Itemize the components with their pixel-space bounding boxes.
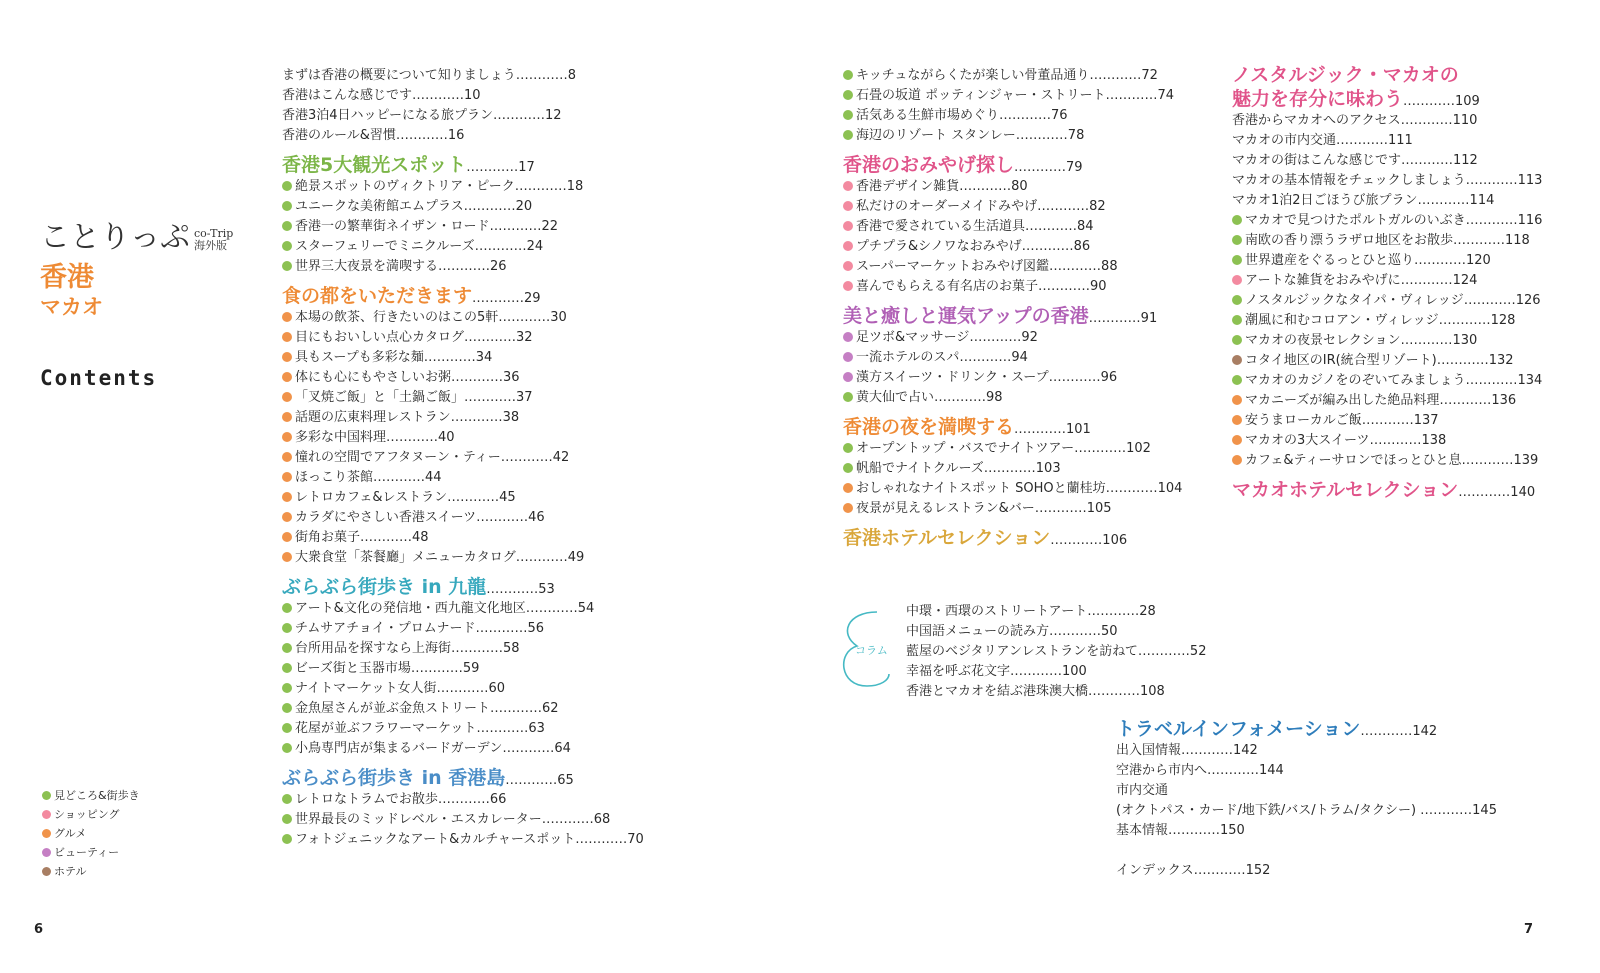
- category-dot-icon: [282, 241, 292, 251]
- section-title-text: ぶらぶら街歩き in 香港島: [282, 767, 506, 789]
- toc-entry-text: オープントップ・バスでナイトツアー…………102: [856, 441, 1151, 456]
- category-dot-icon: [1232, 455, 1242, 465]
- toc-entry[interactable]: [1232, 251, 1542, 271]
- toc-entry[interactable]: [843, 459, 1182, 479]
- toc-entry[interactable]: [282, 679, 644, 699]
- legend-item: [42, 824, 140, 843]
- legend-label: ホテル: [54, 865, 87, 878]
- toc-entry-text: 帆船でナイトクルーズ…………103: [856, 461, 1061, 476]
- toc-entry[interactable]: [843, 388, 1182, 408]
- section-title[interactable]: [843, 304, 1182, 328]
- toc-entry[interactable]: [282, 468, 644, 488]
- logo: [40, 212, 240, 256]
- category-dot-icon: [282, 181, 292, 191]
- legend-item: [42, 786, 140, 805]
- toc-entry-text: 喜んでもらえる有名店のお菓子…………90: [856, 279, 1107, 294]
- category-dot-icon: [843, 503, 853, 513]
- toc-entry-text: 香港3泊4日ハッピーになる旅プラン…………12: [282, 108, 562, 123]
- category-dot-icon: [843, 463, 853, 473]
- toc-entry-text: 香港一の繁華街ネイザン・ロード…………22: [295, 219, 559, 234]
- toc-entry-text: ほっこり茶館…………44: [295, 470, 442, 485]
- category-dot-icon: [282, 623, 292, 633]
- toc-entry[interactable]: [843, 197, 1182, 217]
- toc-entry[interactable]: [282, 197, 644, 217]
- category-dot-icon: [843, 130, 853, 140]
- travel-info-section: [1116, 717, 1556, 881]
- category-dot-icon: [282, 603, 292, 613]
- toc-entry-text: 世界遺産をぐるっとひと巡り…………120: [1245, 253, 1491, 268]
- travel-info-title: [1116, 717, 1556, 741]
- toc-entry[interactable]: [282, 428, 644, 448]
- toc-entry-text: 香港で愛されている生活道具…………84: [856, 219, 1094, 234]
- travel-entry[interactable]: 出入国情報…………142: [1116, 743, 1258, 758]
- travel-entry[interactable]: (オクトパス・カード/地下鉄/バス/トラム/タクシー) …………145: [1116, 803, 1497, 818]
- toc-entry[interactable]: [1232, 191, 1542, 211]
- category-dot-icon: [843, 281, 853, 291]
- toc-entry-text: フォトジェニックなアート&カルチャースポット…………70: [295, 832, 644, 847]
- legend-dot-icon: [42, 848, 51, 857]
- column-entry[interactable]: 香港とマカオを結ぶ港珠澳大橋…………108: [906, 684, 1165, 699]
- section-title-page: …………17: [466, 160, 535, 175]
- toc-entry[interactable]: [282, 237, 644, 257]
- section-title[interactable]: [282, 153, 644, 177]
- toc-entry[interactable]: [843, 237, 1182, 257]
- brand-block: [40, 212, 240, 390]
- toc-entry[interactable]: [843, 368, 1182, 388]
- category-dot-icon: [282, 683, 292, 693]
- section-title-page: …………109: [1403, 94, 1480, 109]
- toc-entry-text: マカオの夜景セレクション…………130: [1245, 333, 1478, 348]
- toc-entry[interactable]: [843, 277, 1182, 297]
- city-title-hongkong: 香港: [40, 262, 94, 293]
- category-dot-icon: [282, 221, 292, 231]
- toc-entry-text: 話題の広東料理レストラン…………38: [295, 410, 520, 425]
- category-dot-icon: [282, 794, 292, 804]
- toc-entry[interactable]: [1232, 311, 1542, 331]
- toc-entry[interactable]: [282, 810, 644, 830]
- toc-entry[interactable]: [1232, 331, 1542, 351]
- category-dot-icon: [1232, 395, 1242, 405]
- section-title[interactable]: [282, 284, 644, 308]
- toc-entry[interactable]: [282, 348, 644, 368]
- legend-item: [42, 862, 140, 881]
- section-title-page: …………65: [505, 773, 574, 788]
- toc-entry-text: ビーズ街と玉器市場…………59: [295, 661, 480, 676]
- toc-entry[interactable]: [843, 328, 1182, 348]
- toc-entry-text: マカオで見つけたポルトガルのいぶき…………116: [1245, 213, 1543, 228]
- toc-entry-text: 海辺のリゾート スタンレー…………78: [856, 128, 1085, 143]
- index-link[interactable]: インデックス…………152: [1116, 863, 1271, 878]
- toc-entry-text: 具もスープも多彩な麺…………34: [295, 350, 493, 365]
- toc-entry[interactable]: [282, 388, 644, 408]
- category-dot-icon: [843, 261, 853, 271]
- toc-entry-text: 黄大仙で占い…………98: [856, 390, 1003, 405]
- category-legend: [42, 786, 140, 881]
- toc-entry[interactable]: [843, 217, 1182, 237]
- toc-entry[interactable]: [282, 528, 644, 548]
- category-dot-icon: [1232, 235, 1242, 245]
- toc-entry-text: 「叉焼ご飯」と「土鍋ご飯」…………37: [295, 390, 533, 405]
- category-dot-icon: [282, 512, 292, 522]
- toc-entry-text: 世界最長のミッドレベル・エスカレーター…………68: [295, 812, 611, 827]
- toc-entry-text: ナイトマーケット女人街…………60: [295, 681, 505, 696]
- toc-entry[interactable]: [1232, 451, 1542, 471]
- legend-label: グルメ: [54, 827, 87, 840]
- toc-entry[interactable]: [282, 217, 644, 237]
- category-dot-icon: [843, 201, 853, 211]
- legend-item: [42, 843, 140, 862]
- toc-entry-text: スーパーマーケットおみやげ図鑑…………88: [856, 259, 1118, 274]
- toc-entry-text: 活気ある生鮮市場めぐり…………76: [856, 108, 1068, 123]
- toc-entry[interactable]: [843, 66, 1182, 86]
- toc-entry-text: レトロなトラムでお散歩…………66: [295, 792, 507, 807]
- travel-entry[interactable]: 基本情報…………150: [1116, 823, 1245, 838]
- toc-entry[interactable]: [282, 106, 644, 126]
- toc-entry-text: コタイ地区のIR(統合型リゾート)…………132: [1245, 353, 1514, 368]
- toc-entry[interactable]: [282, 739, 644, 759]
- category-dot-icon: [282, 352, 292, 362]
- legend-dot-icon: [42, 810, 51, 819]
- toc-entry-text: マカオのカジノをのぞいてみましょう…………134: [1245, 373, 1543, 388]
- category-dot-icon: [843, 352, 853, 362]
- toc-entry[interactable]: [843, 439, 1182, 459]
- section-title[interactable]: [1232, 87, 1542, 111]
- section-title-page: …………101: [1014, 422, 1091, 437]
- toc-entry[interactable]: [282, 699, 644, 719]
- section-title[interactable]: [843, 153, 1182, 177]
- toc-entry-text: 南欧の香り漂うラザロ地区をお散歩…………118: [1245, 233, 1530, 248]
- category-dot-icon: [843, 241, 853, 251]
- toc-entry-text: アート&文化の発信地・西九龍文化地区…………54: [295, 601, 595, 616]
- legend-dot-icon: [42, 829, 51, 838]
- toc-entry-text: ノスタルジックなタイパ・ヴィレッジ…………126: [1245, 293, 1541, 308]
- toc-entry[interactable]: [282, 66, 644, 86]
- section-title[interactable]: [843, 526, 1182, 550]
- toc-entry-text: 絶景スポットのヴィクトリア・ピーク…………18: [295, 179, 584, 194]
- legend-dot-icon: [42, 791, 51, 800]
- toc-entry[interactable]: [1232, 271, 1542, 291]
- category-dot-icon: [843, 70, 853, 80]
- toc-entry[interactable]: [282, 659, 644, 679]
- section-title-page: …………79: [1014, 160, 1083, 175]
- legend-label: 見どころ&街歩き: [54, 789, 140, 802]
- section-title-text: ノスタルジック・マカオの: [1232, 64, 1459, 86]
- category-dot-icon: [282, 663, 292, 673]
- category-dot-icon: [1232, 415, 1242, 425]
- toc-entry-text: マカオの市内交通…………111: [1232, 133, 1413, 148]
- travel-entry[interactable]: 空港から市内へ…………144: [1116, 763, 1284, 778]
- logo-text: ことりっぷ: [40, 220, 190, 255]
- category-dot-icon: [282, 412, 292, 422]
- toc-entry[interactable]: [282, 126, 644, 146]
- city-title-macau: マカオ: [40, 295, 103, 319]
- toc-entry[interactable]: [1232, 131, 1542, 151]
- toc-entry[interactable]: [843, 499, 1182, 519]
- edition-label: 海外版: [194, 239, 227, 252]
- toc-entry-text: スターフェリーでミニクルーズ…………24: [295, 239, 544, 254]
- section-title-page: …………91: [1088, 311, 1158, 326]
- toc-entry[interactable]: [1232, 391, 1542, 411]
- toc-entry-text: 漢方スイーツ・ドリンク・スープ…………96: [856, 370, 1118, 385]
- toc-entry[interactable]: [282, 719, 644, 739]
- toc-entry[interactable]: [282, 599, 644, 619]
- legend-item: [42, 805, 140, 824]
- category-dot-icon: [843, 443, 853, 453]
- toc-entry[interactable]: [1232, 351, 1542, 371]
- column-entry[interactable]: 中国語メニューの読み方…………50: [906, 624, 1118, 639]
- section-title[interactable]: [843, 415, 1182, 439]
- toc-column-2: [843, 66, 1182, 550]
- section-title-text: 香港5大観光スポット: [282, 154, 467, 176]
- category-dot-icon: [843, 110, 853, 120]
- toc-entry[interactable]: [1232, 151, 1542, 171]
- toc-entry[interactable]: [1232, 171, 1542, 191]
- category-dot-icon: [282, 532, 292, 542]
- legend-dot-icon: [42, 867, 51, 876]
- toc-entry-text: 小鳥専門店が集まるバードガーデン…………64: [295, 741, 571, 756]
- category-dot-icon: [843, 90, 853, 100]
- toc-entry-text: 安うまローカルご飯…………137: [1245, 413, 1439, 428]
- category-dot-icon: [1232, 295, 1242, 305]
- section-title-text: 香港ホテルセレクション: [843, 527, 1051, 549]
- toc-entry-text: 体にも心にもやさしいお粥…………36: [295, 370, 520, 385]
- contents-heading: Contents: [40, 366, 158, 390]
- toc-entry[interactable]: [843, 86, 1182, 106]
- toc-entry[interactable]: [1232, 211, 1542, 231]
- section-title-text: 香港のおみやげ探し: [843, 154, 1015, 176]
- toc-entry[interactable]: [282, 639, 644, 659]
- toc-entry[interactable]: [1232, 291, 1542, 311]
- toc-entry-text: 潮風に和むコロアン・ヴィレッジ…………128: [1245, 313, 1516, 328]
- toc-entry-text: プチプラ&シノワなおみやげ…………86: [856, 239, 1091, 254]
- toc-entry[interactable]: [282, 408, 644, 428]
- travel-info-title-page: …………142: [1360, 724, 1438, 739]
- section-title-text: 魅力を存分に味わう: [1232, 88, 1404, 110]
- category-dot-icon: [1232, 335, 1242, 345]
- travel-info-title-text: トラベルインフォメーション: [1116, 718, 1361, 740]
- toc-entry[interactable]: [282, 508, 644, 528]
- section-title[interactable]: [282, 766, 644, 790]
- travel-info-items: [1116, 741, 1556, 841]
- toc-entry-text: 香港はこんな感じです…………10: [282, 88, 481, 103]
- category-dot-icon: [282, 261, 292, 271]
- category-dot-icon: [843, 483, 853, 493]
- category-dot-icon: [282, 201, 292, 211]
- toc-entry-text: マカオの街はこんな感じです…………112: [1232, 153, 1478, 168]
- category-dot-icon: [1232, 355, 1242, 365]
- toc-entry-text: おしゃれなナイトスポット SOHOと蘭桂坊…………104: [856, 481, 1183, 496]
- category-dot-icon: [1232, 435, 1242, 445]
- toc-entry-text: 街角お菓子…………48: [295, 530, 429, 545]
- category-dot-icon: [282, 312, 292, 322]
- category-dot-icon: [282, 723, 292, 733]
- column-items: [906, 602, 1206, 702]
- toc-entry[interactable]: [1232, 431, 1542, 451]
- toc-entry[interactable]: [282, 257, 644, 277]
- category-dot-icon: [843, 332, 853, 342]
- category-dot-icon: [1232, 275, 1242, 285]
- section-title[interactable]: [282, 575, 644, 599]
- toc-entry-text: マカニーズが編み出した絶品料理…………136: [1245, 393, 1517, 408]
- column-entry[interactable]: 幸福を呼ぶ花文字…………100: [906, 664, 1087, 679]
- toc-entry[interactable]: [843, 479, 1182, 499]
- column-label: コラム: [855, 644, 888, 657]
- toc-entry-text: 世界三大夜景を満喫する…………26: [295, 259, 507, 274]
- section-title-page: …………106: [1050, 533, 1128, 548]
- toc-column-1: [282, 66, 644, 850]
- toc-entry-text: 大衆食堂「茶餐廳」メニューカタログ…………49: [295, 550, 585, 565]
- toc-entry-text: 足ツボ&マッサージ…………92: [856, 330, 1038, 345]
- toc-entry[interactable]: [282, 86, 644, 106]
- section-title-page: …………53: [486, 582, 555, 597]
- column-entry[interactable]: 藍屋のベジタリアンレストランを訪ねて…………52: [906, 644, 1207, 659]
- section-title[interactable]: [1232, 63, 1542, 87]
- category-dot-icon: [1232, 255, 1242, 265]
- toc-entry[interactable]: [1232, 111, 1542, 131]
- toc-entry-text: 本場の飲茶、行きたいのはこの5軒…………30: [295, 310, 567, 325]
- category-dot-icon: [843, 372, 853, 382]
- toc-entry[interactable]: [843, 177, 1182, 197]
- toc-entry-text: 目にもおいしい点心カタログ…………32: [295, 330, 533, 345]
- category-dot-icon: [282, 332, 292, 342]
- toc-entry[interactable]: [282, 177, 644, 197]
- toc-entry-text: マカオ1泊2日ごほうび旅プラン…………114: [1232, 193, 1495, 208]
- toc-entry-text: カフェ&ティーサロンでほっとひと息…………139: [1245, 453, 1539, 468]
- toc-entry-text: キッチュながらくたが楽しい骨董品通り…………72: [856, 68, 1158, 83]
- cotrip-label: co-Trip: [194, 227, 234, 240]
- category-dot-icon: [282, 834, 292, 844]
- category-dot-icon: [282, 743, 292, 753]
- section-title-text: 食の都をいただきます: [282, 285, 473, 307]
- category-dot-icon: [282, 472, 292, 482]
- page-number-right: 7: [1524, 922, 1534, 937]
- toc-entry[interactable]: [843, 348, 1182, 368]
- section-title-text: 香港の夜を満喫する: [843, 416, 1015, 438]
- toc-entry-text: 花屋が並ぶフラワーマーケット…………63: [295, 721, 545, 736]
- toc-entry[interactable]: [282, 830, 644, 850]
- toc-entry[interactable]: [843, 257, 1182, 277]
- toc-entry[interactable]: [282, 308, 644, 328]
- toc-entry[interactable]: [1232, 371, 1542, 391]
- toc-entry-text: 台所用品を探すなら上海街…………58: [295, 641, 520, 656]
- toc-entry[interactable]: [282, 328, 644, 348]
- toc-entry-text: 夜景が見えるレストラン&バー…………105: [856, 501, 1112, 516]
- toc-entry-text: 私だけのオーダーメイドみやげ…………82: [856, 199, 1106, 214]
- logo-subtext: [194, 228, 233, 252]
- category-dot-icon: [282, 432, 292, 442]
- legend-label: ビューティー: [54, 846, 120, 859]
- toc-entry-text: レトロカフェ&レストラン…………45: [295, 490, 516, 505]
- section-title[interactable]: [1232, 478, 1542, 502]
- category-dot-icon: [282, 703, 292, 713]
- toc-entry-text: 一流ホテルのスパ…………94: [856, 350, 1028, 365]
- section-title-page: …………140: [1458, 485, 1536, 500]
- category-dot-icon: [282, 492, 292, 502]
- category-dot-icon: [282, 372, 292, 382]
- toc-entry[interactable]: [1232, 231, 1542, 251]
- legend-label: ショッピング: [54, 808, 120, 821]
- toc-entry-text: マカオの基本情報をチェックしましょう…………113: [1232, 173, 1543, 188]
- category-dot-icon: [843, 181, 853, 191]
- toc-entry-text: 金魚屋さんが並ぶ金魚ストリート…………62: [295, 701, 559, 716]
- category-dot-icon: [1232, 375, 1242, 385]
- category-dot-icon: [843, 392, 853, 402]
- toc-entry-text: 石畳の坂道 ポッティンジャー・ストリート…………74: [856, 88, 1175, 103]
- category-dot-icon: [282, 552, 292, 562]
- category-dot-icon: [282, 392, 292, 402]
- travel-entry[interactable]: 市内交通: [1116, 783, 1169, 798]
- toc-entry[interactable]: [282, 368, 644, 388]
- toc-entry-text: 香港からマカオへのアクセス…………110: [1232, 113, 1478, 128]
- section-title-text: ぶらぶら街歩き in 九龍: [282, 576, 487, 598]
- toc-entry-text: まずは香港の概要について知りましょう…………8: [282, 68, 577, 83]
- toc-entry[interactable]: [282, 548, 644, 568]
- toc-entry-text: カラダにやさしい香港スイーツ…………46: [295, 510, 545, 525]
- toc-entry-text: 香港のルール&習慣…………16: [282, 128, 465, 143]
- category-dot-icon: [1232, 315, 1242, 325]
- page-number-left: 6: [34, 922, 44, 937]
- toc-entry-text: チムサアチョイ・プロムナード…………56: [295, 621, 544, 636]
- toc-entry[interactable]: [1232, 411, 1542, 431]
- category-dot-icon: [1232, 215, 1242, 225]
- section-title-page: …………29: [472, 291, 541, 306]
- toc-entry[interactable]: [282, 448, 644, 468]
- toc-entry[interactable]: [282, 488, 644, 508]
- toc-entry-text: 憧れの空間でアフタヌーン・ティー…………42: [295, 450, 570, 465]
- section-title-text: 美と癒しと運気アップの香港: [843, 305, 1089, 327]
- toc-entry-text: アートな雑貨をおみやげに…………124: [1245, 273, 1478, 288]
- toc-entry-text: ユニークな美術館エムプラス…………20: [295, 199, 533, 214]
- toc-entry-text: マカオの3大スイーツ…………138: [1245, 433, 1447, 448]
- toc-entry[interactable]: [843, 126, 1182, 146]
- toc-entry-text: 多彩な中国料理…………40: [295, 430, 455, 445]
- column-entry[interactable]: 中環・西環のストリートアート…………28: [906, 604, 1156, 619]
- toc-entry[interactable]: [843, 106, 1182, 126]
- category-dot-icon: [282, 452, 292, 462]
- toc-entry[interactable]: [282, 790, 644, 810]
- toc-entry[interactable]: [282, 619, 644, 639]
- category-dot-icon: [282, 643, 292, 653]
- toc-entry-text: 香港デザイン雑貨…………80: [856, 179, 1028, 194]
- toc-column-3: [1232, 63, 1542, 502]
- category-dot-icon: [843, 221, 853, 231]
- section-title-text: マカオホテルセレクション: [1232, 479, 1459, 501]
- category-dot-icon: [282, 814, 292, 824]
